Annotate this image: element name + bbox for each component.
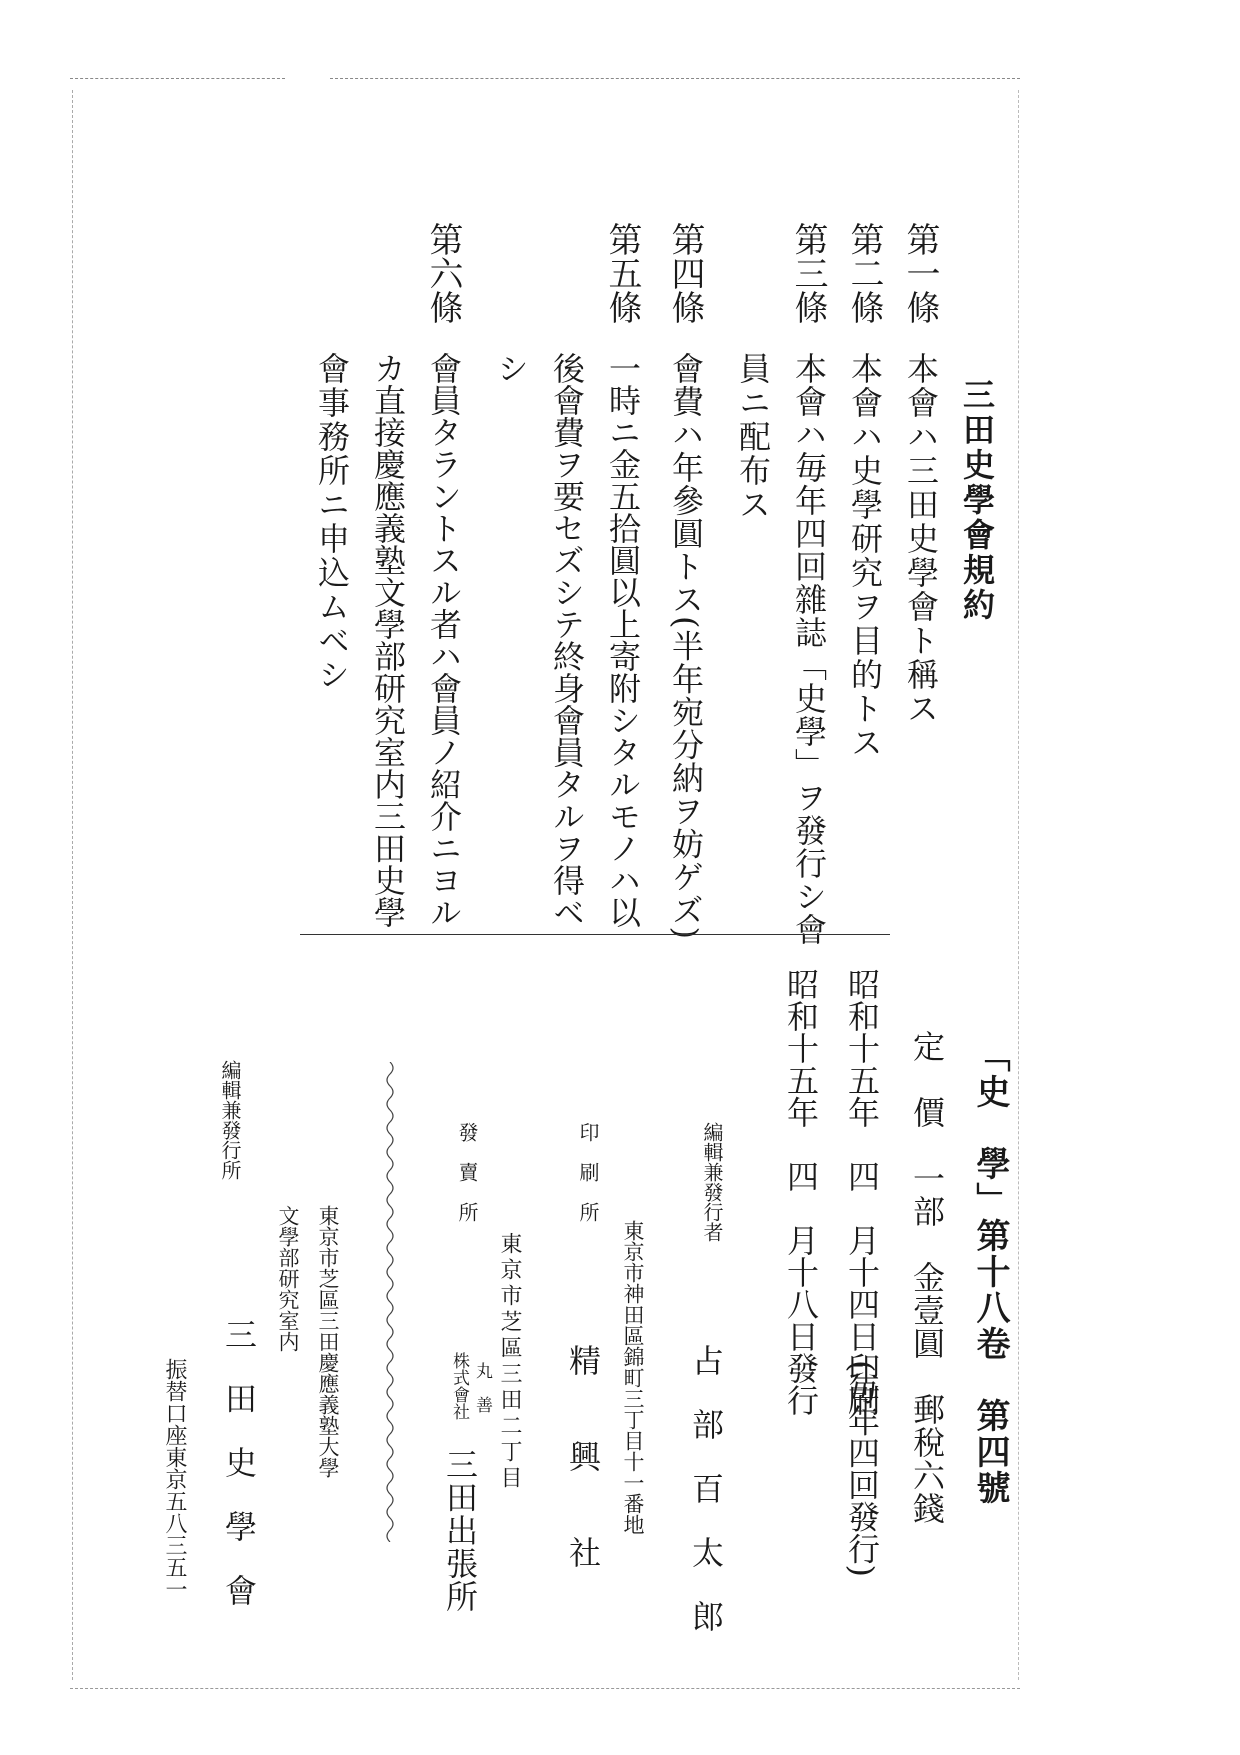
publisher-name: 三 田 史 學 會 [220, 1318, 258, 1606]
article-6-text-cont-2: 會事務所ニ申込ムベシ [313, 352, 351, 692]
article-2-heading: 第二條 [844, 222, 884, 324]
rules-title: 三田史學會規約 [958, 378, 996, 623]
article-1-heading: 第一條 [900, 222, 940, 324]
article-1-text: 本會ハ三田史學會ト稱ス [902, 352, 940, 726]
article-4-text: 會費ハ年參圓トス(半年宛分納ヲ妨ゲズ) [667, 352, 705, 940]
section-divider [300, 934, 890, 935]
article-4-heading: 第四條 [665, 222, 705, 324]
article-2-text: 本會ハ史學研究ヲ目的トス [846, 352, 884, 760]
publisher-address-2: 文學部研究室内 [276, 1205, 300, 1352]
journal-issue: 「史 學」第十八卷 第四號 [970, 1038, 1010, 1506]
printer-name: 精 興 社 [564, 1344, 602, 1568]
article-6-text-cont: カ直接慶應義塾文學部研究室内三田史學 [369, 352, 407, 928]
printer-label: 印 刷 所 [576, 1122, 600, 1222]
seller-name: 三田出張所 [441, 1448, 479, 1613]
top-border-left [70, 78, 285, 79]
seller-label: 發 賣 所 [455, 1122, 479, 1222]
article-5-text-cont-2: シ [492, 352, 530, 384]
seller-address: 東京市芝區三田二丁目 [497, 1232, 522, 1492]
printed-date: 昭和十五年 四 月十四日印刷 [843, 968, 881, 1416]
article-5-text: 一時ニ金五拾圓以上寄附シタルモノハ以 [604, 352, 642, 928]
top-border-right [330, 78, 1020, 79]
seller-company-type: 株式會社 [449, 1352, 469, 1420]
article-6-text: 會員タラントスル者ハ會員ノ紹介ニヨル [425, 352, 463, 928]
article-3-heading: 第三條 [788, 222, 828, 324]
left-border [72, 90, 73, 1680]
published-date: 昭和十五年 四 月十八日發行 [782, 968, 820, 1416]
publisher-label: 編輯兼發行所 [218, 1060, 242, 1180]
article-3-text-cont: 員ニ配布ス [734, 352, 772, 522]
publication-frequency: (毎年四回發行) [843, 1360, 881, 1577]
editor-label: 編輯兼發行者 [700, 1122, 724, 1242]
wavy-divider [380, 1062, 400, 1542]
postal-account: 振替口座東京五八三五一 [162, 1358, 187, 1600]
bottom-border [70, 1688, 1020, 1689]
article-5-heading: 第五條 [602, 222, 642, 324]
editor-name: 占 部 百 太 郎 [687, 1344, 725, 1632]
article-3-text: 本會ハ毎年四回雜誌「史學」ヲ發行シ會 [790, 352, 828, 946]
publisher-address-1: 東京市芝區三田慶應義塾大學 [316, 1205, 340, 1478]
price-line: 定 價 一部 金壹圓 郵稅六錢 [908, 1030, 946, 1525]
printer-address: 東京市神田區錦町三丁目十一番地 [621, 1220, 645, 1535]
article-6-heading: 第六條 [423, 222, 463, 324]
seller-company-maruzen: 丸 善 [472, 1362, 492, 1413]
right-border [1018, 90, 1019, 1680]
article-5-text-cont: 後會費ヲ要セズシテ終身會員タルヲ得ベ [548, 352, 586, 928]
